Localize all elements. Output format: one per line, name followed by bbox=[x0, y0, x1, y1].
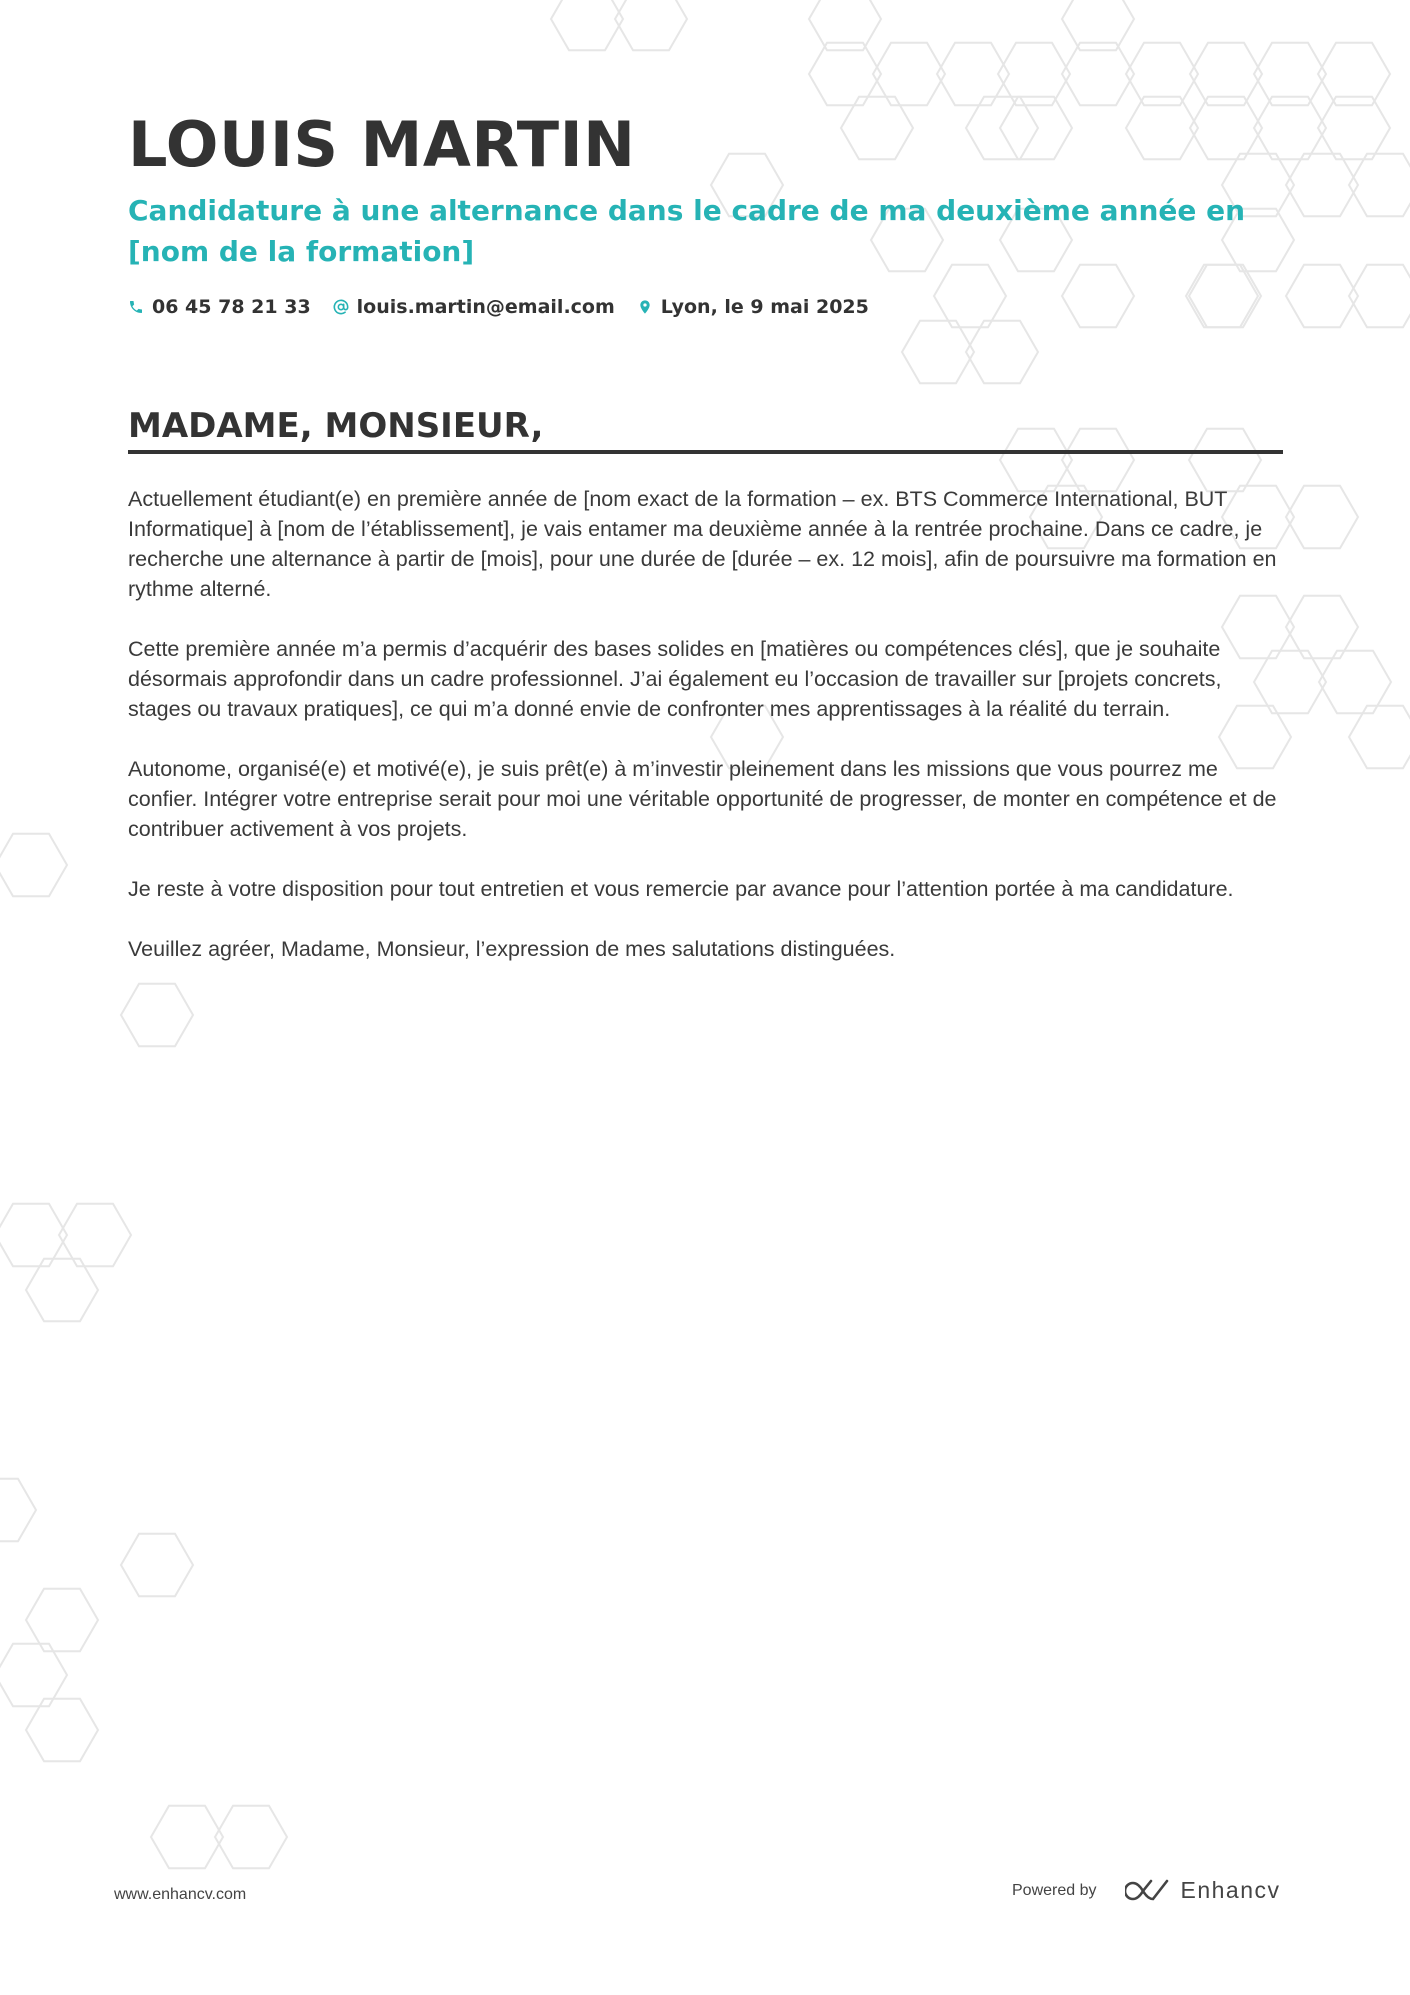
hexagon-shape bbox=[1062, 43, 1134, 105]
contact-email bbox=[333, 296, 615, 318]
hexagon-shape bbox=[26, 1699, 98, 1761]
phone-icon bbox=[128, 299, 144, 315]
email-text: louis.martin@email.com bbox=[356, 296, 615, 318]
hexagon-shape bbox=[1286, 486, 1358, 548]
brand-name: Enhancv bbox=[1180, 1877, 1281, 1903]
letter-closing: Veuillez agréer, Madame, Monsieur, l’expression de mes salutations distinguées. bbox=[128, 937, 896, 961]
hexagon-shape bbox=[1062, 265, 1134, 327]
hexagon-shape bbox=[1286, 265, 1358, 327]
phone-text: 06 45 78 21 33 bbox=[152, 296, 311, 318]
hexagon-shape bbox=[0, 834, 67, 896]
contact-phone bbox=[128, 296, 311, 318]
hexagon-shape bbox=[121, 1534, 193, 1596]
letter-paragraph: Cette première année m’a permis d’acquérir des bases solides en [matières ou compétences clés], que je souhaite désormais approfondir dans un cadre professionnel. J’ai également eu l’occasion de travailler sur [projets concrets, stages ou travaux pratiques], ce qui m’a donné envie de confronter mes apprentissages à la réalité du terrain. bbox=[128, 637, 1222, 721]
salutation-heading: MADAME, MONSIEUR, bbox=[128, 406, 1283, 454]
enhancv-logo-icon bbox=[1125, 1879, 1171, 1903]
contact-bar bbox=[128, 296, 869, 318]
hexagon-shape bbox=[215, 1806, 287, 1868]
brand-logo[interactable] bbox=[1125, 1877, 1281, 1904]
hexagon-shape bbox=[26, 1589, 98, 1651]
applicant-name: LOUIS MARTIN bbox=[128, 108, 636, 181]
hexagon-shape bbox=[0, 1204, 67, 1266]
hexagon-shape bbox=[1186, 265, 1258, 327]
hexagon-shape bbox=[615, 0, 687, 50]
hexagon-shape bbox=[966, 321, 1038, 383]
hexagon-shape bbox=[0, 1644, 67, 1706]
hexagon-shape bbox=[59, 1204, 131, 1266]
hexagon-shape bbox=[1319, 651, 1391, 713]
hexagon-shape bbox=[151, 1806, 223, 1868]
powered-by-label: Powered by bbox=[1012, 1881, 1097, 1899]
letter-paragraph: Je reste à votre disposition pour tout entretien et vous remercie par avance pour l’attention portée à ma candidature. bbox=[128, 877, 1234, 901]
hexagon-shape bbox=[1286, 596, 1358, 658]
hexagon-shape bbox=[1286, 154, 1358, 216]
hexagon-shape bbox=[1349, 706, 1410, 768]
footer-website-link[interactable]: www.enhancv.com bbox=[114, 1886, 247, 1903]
at-sign-icon bbox=[333, 299, 349, 315]
letter-body bbox=[128, 484, 1288, 994]
hexagon-shape bbox=[0, 1479, 36, 1541]
hexagon-shape bbox=[934, 265, 1006, 327]
hexagon-shape bbox=[26, 1259, 98, 1321]
letter-paragraph: Actuellement étudiant(e) en première année de [nom exact de la formation – ex. BTS Commerce International, BUT Informatique] à [nom de l’établissement], je vais entamer ma deuxième année à la rentrée prochaine. Dans ce cadre, je recherche une alternance à partir de [mois], pour une durée de [durée – ex. 12 mois], afin de poursuivre ma formation en rythme alterné. bbox=[128, 487, 1277, 601]
letter-paragraph: Autonome, organisé(e) et motivé(e), je suis prêt(e) à m’investir pleinement dans les missions que vous pourrez me confier. Intégrer votre entreprise serait pour moi une véritable opportunité de progresser, de monter en compétence et de contribuer activement à vos projets. bbox=[128, 757, 1277, 841]
hexagon-shape bbox=[1189, 265, 1261, 327]
map-pin-icon bbox=[637, 299, 653, 315]
application-subtitle: Candidature à une alternance dans le cadre de ma deuxième année en [nom de la formation] bbox=[128, 194, 1246, 268]
footer-brand bbox=[1012, 1877, 1281, 1904]
hexagon-shape bbox=[902, 321, 974, 383]
hexagon-shape bbox=[551, 0, 623, 50]
contact-location-date bbox=[637, 296, 869, 318]
location-date-text: Lyon, le 9 mai 2025 bbox=[660, 296, 869, 318]
